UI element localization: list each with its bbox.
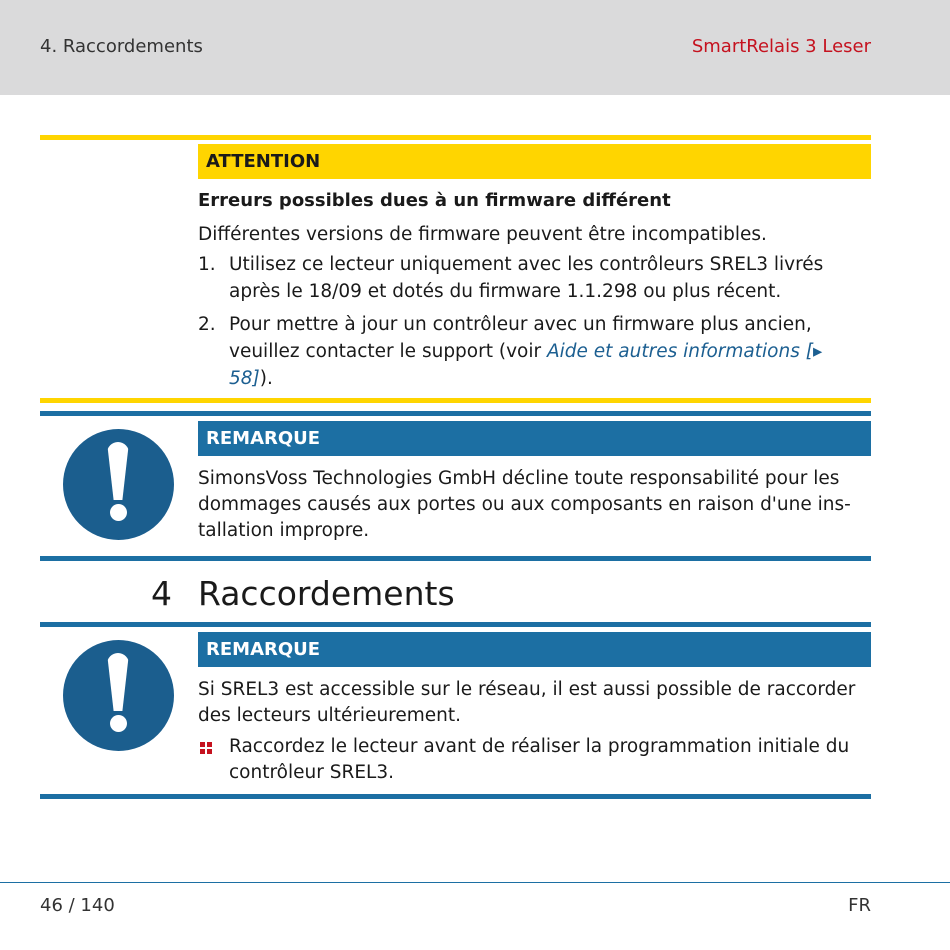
- product-name: SmartRelais 3 Leser: [691, 36, 871, 57]
- note-label: REMARQUE: [198, 632, 871, 667]
- section-title: Raccordements: [198, 574, 455, 613]
- language-code: FR: [848, 895, 871, 916]
- list-item: [198, 734, 871, 786]
- step-text-end: ).: [259, 368, 273, 389]
- note-text: SimonsVoss Technologies GmbH décline toute responsabilité pour les dommages causés aux portes ou aux composants en raison d'une ins-tallation impropre.: [198, 468, 851, 541]
- attention-top-rule: [40, 135, 871, 140]
- note-top-rule: [40, 622, 871, 627]
- note-text: Si SREL3 est accessible sur le réseau, il est aussi possible de raccorder des lecteurs ultérieurement.: [198, 679, 856, 726]
- attention-intro: Différentes versions de firmware peuvent être incompatibles.: [198, 224, 767, 245]
- page-number: 46 / 140: [40, 895, 115, 916]
- section-number: 4: [151, 574, 172, 613]
- bullet-text: Raccordez le lecteur avant de réaliser la programmation initiale du contrôleur SREL3.: [229, 736, 850, 783]
- exclamation-icon: [63, 640, 174, 751]
- attention-subtitle: Erreurs possibles dues à un firmware différent: [198, 190, 671, 211]
- attention-steps: [198, 251, 871, 398]
- attention-bottom-rule: [40, 398, 871, 403]
- help-link[interactable]: Aide et autres informations [▸ 58]: [229, 341, 823, 389]
- step-text: Utilisez ce lecteur uniquement avec les contrôleurs SREL3 livrés après le 18/09 et dotés du firmware 1.1.298 ou plus récent.: [229, 254, 824, 302]
- step-text: Pour mettre à jour un contrôleur avec un firmware plus ancien, veuillez contacter le support (voir: [229, 314, 812, 362]
- page-header: [0, 0, 950, 95]
- note-top-rule: [40, 411, 871, 416]
- step-number: 1.: [198, 254, 216, 275]
- bullet-icon: [200, 742, 212, 754]
- note-label: REMARQUE: [198, 421, 871, 456]
- attention-label: ATTENTION: [198, 144, 871, 179]
- note-bottom-rule: [40, 794, 871, 799]
- note-bottom-rule: [40, 556, 871, 561]
- chapter-title: 4. Raccordements: [40, 36, 203, 57]
- list-item: [198, 311, 871, 392]
- exclamation-icon: [63, 429, 174, 540]
- footer-divider: [0, 882, 950, 883]
- step-number: 2.: [198, 314, 216, 335]
- list-item: [198, 251, 871, 305]
- note-bullets: [198, 734, 871, 786]
